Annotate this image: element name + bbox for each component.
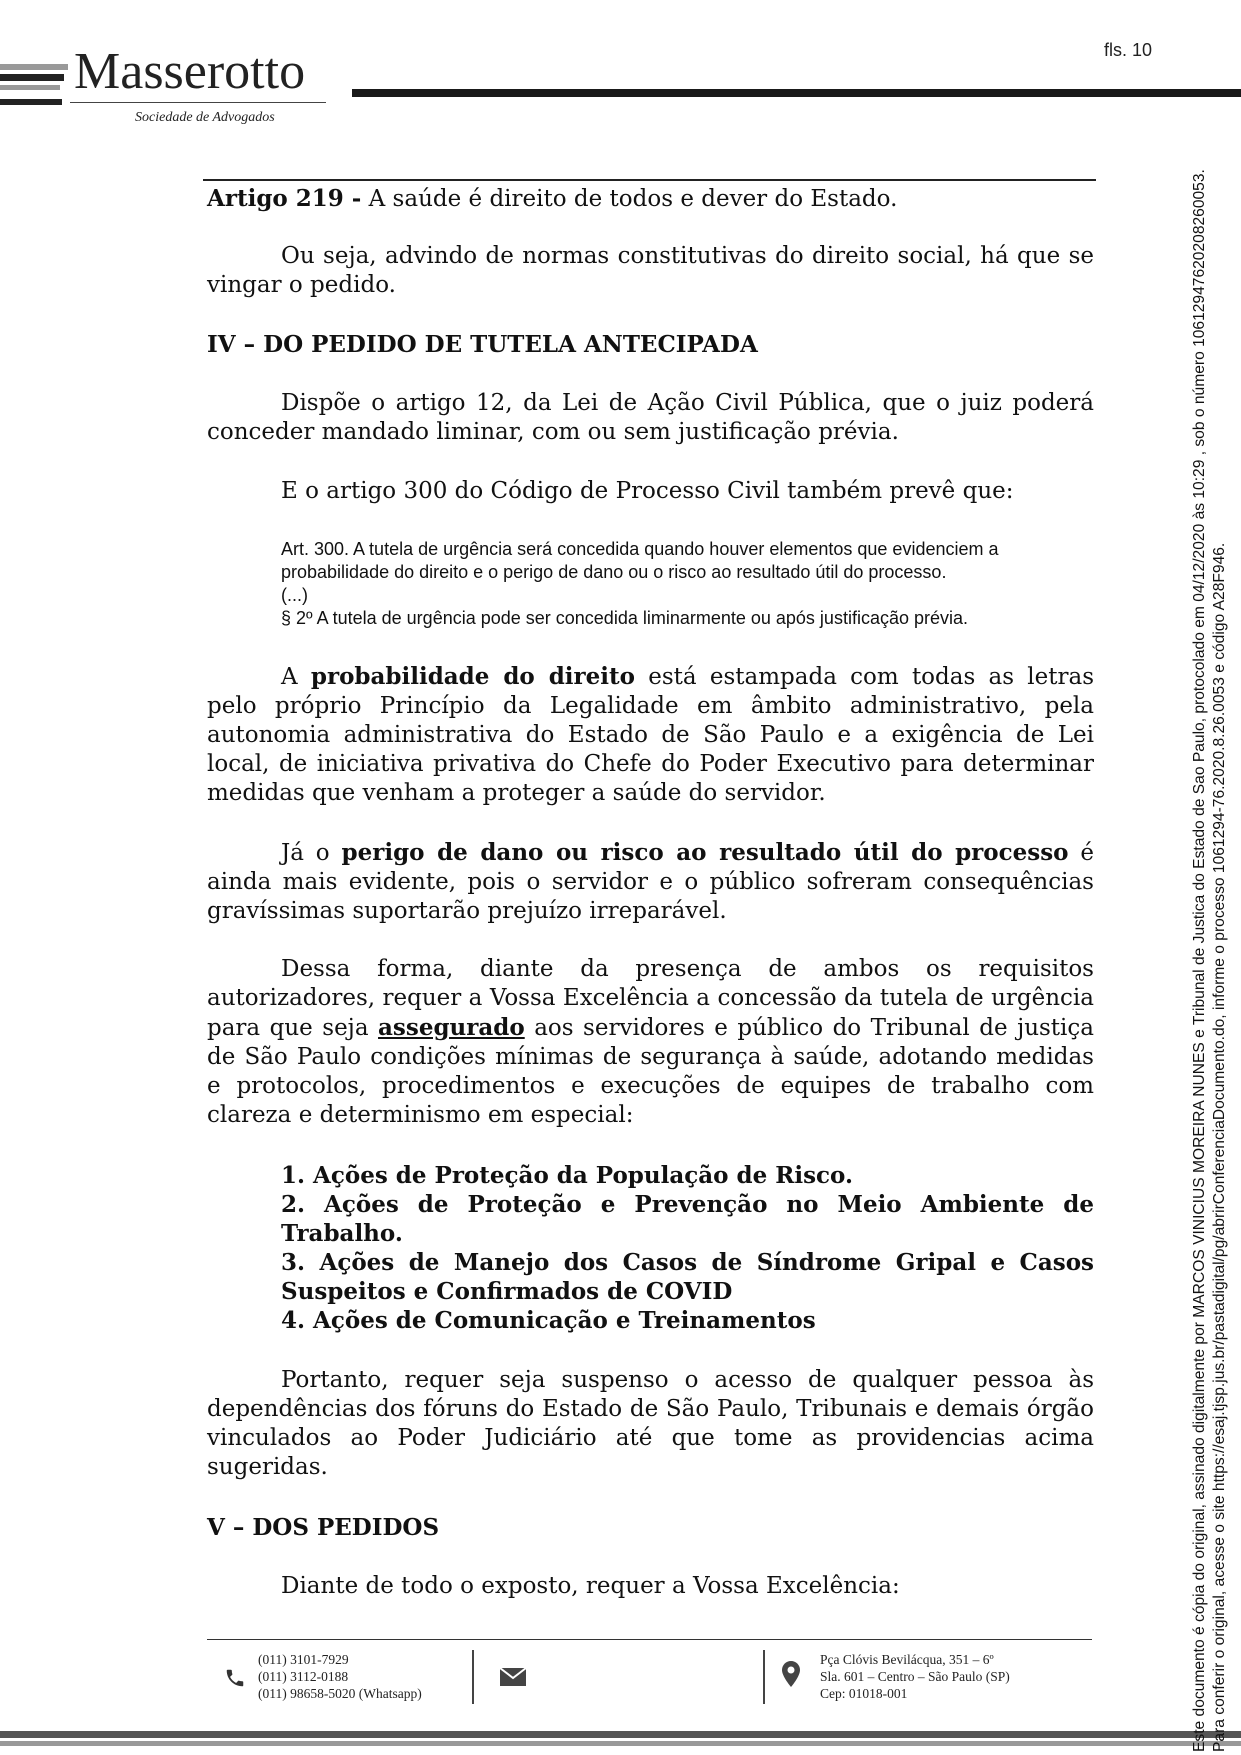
requests-list: [281, 1161, 1094, 1335]
paragraph-text: é ainda mais evidente, pois o servidor e o público sofreram consequências gravíssimas suportarão prejuízo irreparável.: [207, 840, 1095, 924]
phone-number: (011) 3112-0188: [258, 1669, 349, 1684]
envelope-icon: [499, 1667, 527, 1691]
article-219-label: Artigo 219 -: [207, 185, 362, 212]
side-authentication-text: [1190, 169, 1230, 1752]
header-rule: [352, 89, 1241, 97]
footer-address: [820, 1651, 1010, 1702]
paragraph: [207, 389, 1094, 447]
list-item: 2. Ações de Proteção e Prevenção no Meio Ambiente de Trabalho.: [281, 1191, 1094, 1247]
paragraph: [207, 1366, 1094, 1482]
quote-line: Art. 300. A tutela de urgência será concedida quando houver elementos que evidenciem a probabilidade do direito e o perigo de dano ou o risco ao resultado útil do processo.: [281, 539, 999, 582]
paragraph-text: Ou seja, advindo de normas constitutivas do direito social, há que se vingar o pedido.: [207, 243, 1094, 298]
phone-number: (011) 3101-7929: [258, 1652, 349, 1667]
paragraph-text: Já o: [281, 840, 342, 866]
section-heading-v: V – DOS PEDIDOS: [207, 1514, 440, 1541]
logo-name: Masserotto: [74, 43, 306, 100]
list-item: 4. Ações de Comunicação e Treinamentos: [281, 1307, 816, 1334]
legal-quote: [281, 538, 1096, 630]
address-line: Sla. 601 – Centro – São Paulo (SP): [820, 1669, 1010, 1684]
quote-line: (...): [281, 585, 308, 605]
list-item: 1. Ações de Proteção da População de Risco.: [281, 1162, 853, 1189]
footer-separator: [763, 1650, 765, 1704]
paragraph-text: aos servidores e público do Tribunal de justiça de São Paulo condições mínimas de segurança à saúde, adotando medidas e protocolos, procedimentos e execuções de equipes de trabalho com clareza e determinismo em especial:: [207, 1015, 1095, 1128]
logo-underline: [70, 102, 326, 103]
emphasis: perigo de dano ou risco ao resultado útil do processo: [341, 839, 1069, 866]
side-text-line: Para conferir o original, acesse o site https://esaj.tjsp.jus.br/pastadigital/pg/abrirConferenciaDocumento.do, informe o processo 1061294-76.2020.8.26.0053 e código A28F946.: [1211, 542, 1228, 1752]
paragraph-text: E o artigo 300 do Código de Processo Civil também prevê que:: [281, 478, 1014, 504]
phone-icon: [224, 1667, 246, 1693]
logo-stripe: [0, 64, 68, 70]
footer-rule: [207, 1639, 1092, 1640]
logo-subtitle: Sociedade de Advogados: [135, 110, 275, 125]
footer-separator: [472, 1650, 474, 1704]
article-219: [207, 184, 1094, 214]
paragraph: [207, 1572, 1094, 1601]
page-number: fls. 10: [1104, 40, 1153, 60]
list-item: 3. Ações de Manejo dos Casos de Síndrome Gripal e Casos Suspeitos e Confirmados de COVID: [281, 1249, 1094, 1305]
top-rule: [203, 179, 1096, 181]
address-line: Cep: 01018-001: [820, 1686, 908, 1701]
location-pin-icon: [782, 1661, 800, 1691]
paragraph: [207, 477, 1094, 506]
logo-stripe: [0, 85, 60, 90]
paragraph-text: Diante de todo o exposto, requer a Vossa Excelência:: [281, 1573, 900, 1599]
address-line: Pça Clóvis Bevilácqua, 351 – 6º: [820, 1652, 994, 1667]
emphasis-underlined: assegurado: [378, 1014, 525, 1041]
paragraph: [207, 838, 1094, 926]
footer-phones: [258, 1651, 422, 1702]
paragraph-text: A: [281, 664, 311, 690]
section-heading-iv: IV – DO PEDIDO DE TUTELA ANTECIPADA: [207, 331, 758, 358]
side-text-line: Este documento é cópia do original, assinado digitalmente por MARCOS VINICIUS MOREIRA NUNES e Tribunal de Justica do Estado de Sao Paulo, protocolado em 04/12/2020 às 10:29 , sob o número 10612947620208260053.: [1191, 169, 1208, 1752]
logo-stripe: [0, 99, 62, 105]
paragraph-text: Dispõe o artigo 12, da Lei de Ação Civil Pública, que o juiz poderá conceder mandado liminar, com ou sem justificação prévia.: [207, 390, 1094, 445]
paragraph: [207, 242, 1094, 300]
footer-bar: [0, 1731, 1241, 1738]
paragraph: [207, 662, 1094, 808]
article-219-text: A saúde é direito de todos e dever do Estado.: [361, 186, 898, 212]
logo-stripe: [0, 74, 64, 81]
paragraph-text: está estampada com todas as letras pelo próprio Princípio da Legalidade em âmbito administrativo, pela autonomia administrativa do Estado de São Paulo e a exigência de Lei local, de iniciativa privativa do Chefe do Poder Executivo para determinar medidas que venham a proteger a saúde do servidor.: [207, 664, 1095, 806]
paragraph-text: Portanto, requer seja suspenso o acesso de qualquer pessoa às dependências dos fóruns do Estado de São Paulo, Tribunais e demais órgão vinculados ao Poder Judiciário até que tome as providencias acima sugeridas.: [207, 1367, 1094, 1480]
paragraph: [207, 955, 1094, 1130]
footer-bar: [0, 1741, 1241, 1746]
paragraph-text: Dessa forma, diante da presença de ambos os requisitos autorizadores, requer a Vossa Excelência a concessão da tutela de urgência para que seja: [207, 956, 1094, 1041]
emphasis: probabilidade do direito: [310, 663, 635, 690]
quote-line: § 2º A tutela de urgência pode ser concedida liminarmente ou após justificação prévia.: [281, 608, 968, 628]
phone-number: (011) 98658-5020 (Whatsapp): [258, 1686, 422, 1701]
